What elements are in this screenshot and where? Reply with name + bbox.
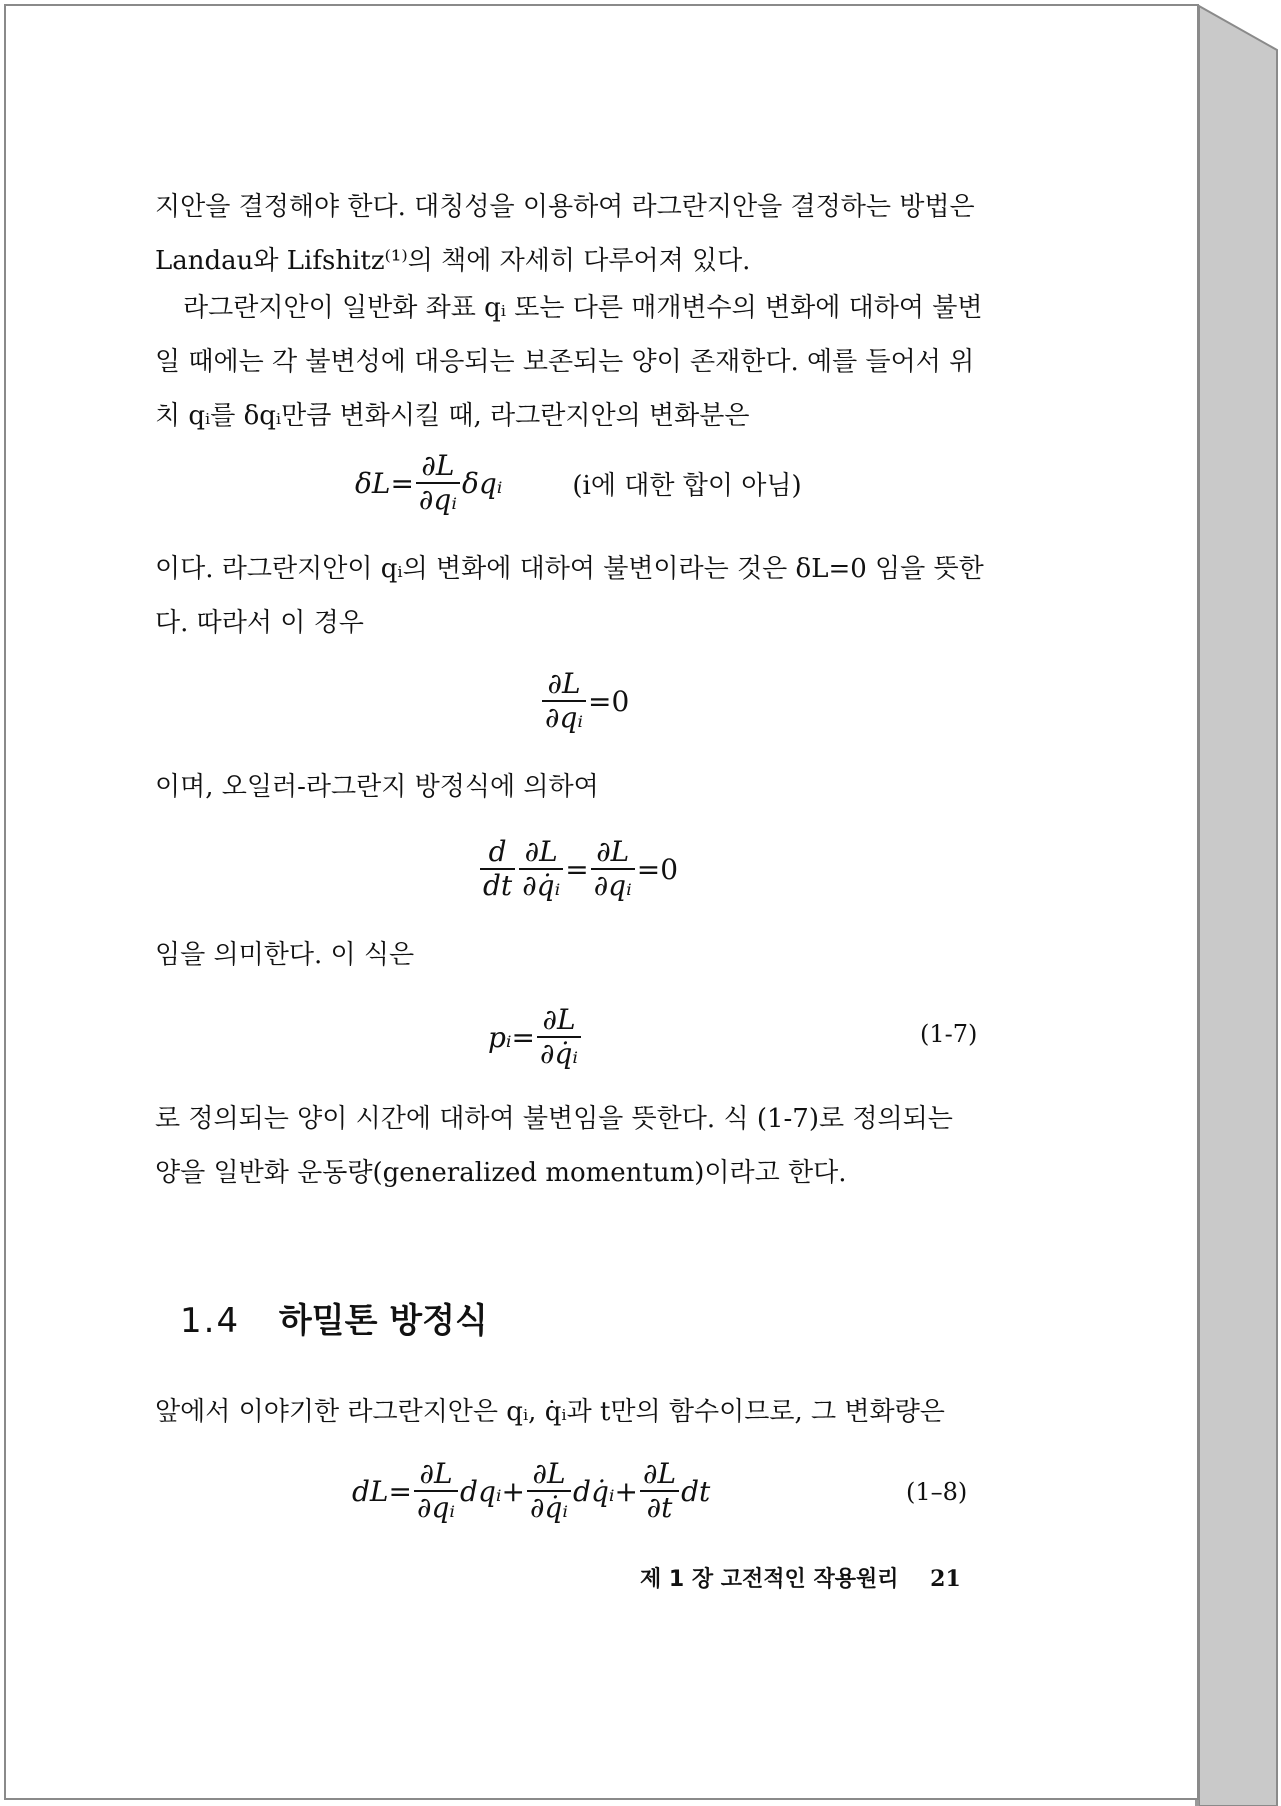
chapter-title: 제 1 장 고전적인 작용원리 xyxy=(640,1567,899,1592)
denominator: ∂q̇ᵢ xyxy=(522,869,561,902)
text-line: 양을 일반화 운동량(generalized momentum)이라고 한다. xyxy=(155,1158,847,1188)
section-heading xyxy=(180,1293,488,1342)
fraction xyxy=(537,1004,581,1070)
eq-term: dt xyxy=(681,1474,711,1508)
paragraph-2 xyxy=(155,281,1005,443)
paragraph-5 xyxy=(155,928,1005,982)
eq-term: pᵢ= xyxy=(488,1020,536,1054)
paragraph-3 xyxy=(155,542,1005,650)
fraction xyxy=(480,836,515,902)
eq-term: =0 xyxy=(588,684,630,718)
text-line: 치 qᵢ를 δqᵢ만큼 변화시킬 때, 라그란지안의 변화분은 xyxy=(155,401,750,431)
text-line: 이다. 라그란지안이 qᵢ의 변화에 대하여 불변이라는 것은 δL=0 임을 뜻한 xyxy=(155,554,984,584)
denominator: ∂t xyxy=(646,1491,673,1524)
section-title: 하밀톤 방정식 xyxy=(278,1301,488,1341)
equation-number: (1-7) xyxy=(920,1020,978,1048)
paragraph-6 xyxy=(155,1092,1005,1200)
denominator: ∂q̇ᵢ xyxy=(540,1037,579,1070)
text-line: 라그란지안이 일반화 좌표 qᵢ 또는 다른 매개변수의 변화에 대하여 불변 xyxy=(183,293,983,323)
eq-term: dL= xyxy=(352,1474,412,1508)
fraction xyxy=(416,450,460,516)
fraction xyxy=(542,668,586,734)
denominator: ∂q̇ᵢ xyxy=(529,1491,569,1524)
numerator: ∂L xyxy=(591,836,635,870)
denominator: dt xyxy=(483,869,513,902)
page-footer xyxy=(640,1562,961,1593)
text-line: 앞에서 이야기한 라그란지안은 qᵢ, q̇ᵢ과 t만의 함수이므로, 그 변화량은 xyxy=(155,1397,945,1427)
text-line: Landau와 Lifshitz⁽¹⁾의 책에 자세히 다루어져 있다. xyxy=(155,246,751,276)
fraction xyxy=(591,836,635,902)
text-line: 임을 의미한다. 이 식은 xyxy=(155,940,415,970)
equation-number: (1–8) xyxy=(906,1478,968,1506)
numerator: ∂L xyxy=(414,1458,458,1492)
numerator: ∂L xyxy=(537,1004,581,1038)
equation-1 xyxy=(355,450,802,516)
text-line: 지안을 결정해야 한다. 대칭성을 이용하여 라그란지안을 결정하는 방법은 xyxy=(155,192,975,222)
eq-term: dqᵢ+ xyxy=(460,1474,525,1508)
denominator: ∂qᵢ xyxy=(416,1491,456,1524)
eq-term: δqᵢ xyxy=(461,466,503,500)
fraction xyxy=(519,836,563,902)
equation-4 xyxy=(488,1004,583,1070)
fraction xyxy=(527,1458,571,1524)
equation-note: (i에 대한 합이 아님) xyxy=(572,470,802,501)
numerator: ∂L xyxy=(640,1458,679,1492)
paragraph-7 xyxy=(155,1385,1005,1439)
text-line: 이며, 오일러-라그란지 방정식에 의하여 xyxy=(155,772,599,802)
paragraph-4 xyxy=(155,760,1005,814)
numerator: ∂L xyxy=(527,1458,571,1492)
paragraph-1 xyxy=(155,180,1005,288)
denominator: ∂qᵢ xyxy=(593,869,632,902)
equation-3 xyxy=(478,836,678,902)
denominator: ∂qᵢ xyxy=(545,701,584,734)
text-line: 로 정의되는 양이 시간에 대하여 불변임을 뜻한다. 식 (1-7)로 정의되는 xyxy=(155,1104,953,1134)
numerator: ∂L xyxy=(519,836,563,870)
numerator: ∂L xyxy=(542,668,586,702)
numerator: d xyxy=(480,836,515,870)
denominator: ∂qᵢ xyxy=(418,483,457,516)
numerator: ∂L xyxy=(416,450,460,484)
eq-term: dq̇ᵢ+ xyxy=(573,1474,638,1508)
text-line: 일 때에는 각 불변성에 대응되는 보존되는 양이 존재한다. 예를 들어서 위 xyxy=(155,347,975,377)
eq-term: δL= xyxy=(355,466,414,500)
eq-term: =0 xyxy=(636,852,679,886)
fraction xyxy=(640,1458,679,1524)
eq-term: = xyxy=(565,852,589,886)
equation-2 xyxy=(540,668,629,734)
text-line: 다. 따라서 이 경우 xyxy=(155,608,364,638)
section-number: 1.4 xyxy=(180,1301,241,1341)
equation-5 xyxy=(352,1458,710,1524)
page-number: 21 xyxy=(930,1566,961,1592)
fraction xyxy=(414,1458,458,1524)
